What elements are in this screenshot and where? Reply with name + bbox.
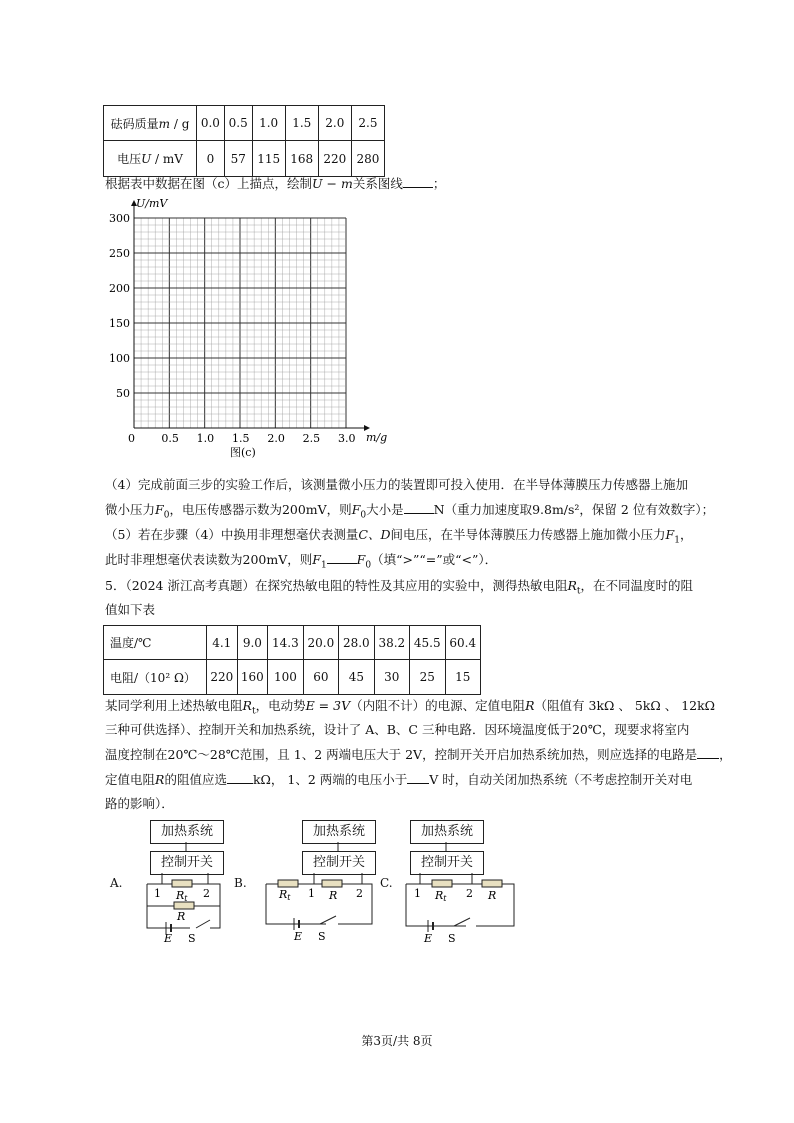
y-tick-label: 100	[109, 352, 130, 365]
heating-system-box: 加热系统	[150, 820, 224, 844]
node-1: 1	[154, 887, 161, 900]
text: 关系图线	[352, 176, 403, 191]
var: F	[356, 552, 366, 567]
r-label: R	[329, 889, 338, 902]
x-tick-label: 0.5	[161, 432, 179, 445]
sub: t	[576, 586, 581, 597]
rt-label: Rt	[435, 889, 447, 903]
sub: 0	[365, 560, 372, 571]
label: 电压	[117, 152, 142, 166]
table1-row1-header	[104, 106, 197, 141]
table1-cell: 115	[252, 141, 285, 177]
table1-cell: 0.0	[197, 106, 225, 141]
table2-cell: 4.1	[207, 626, 238, 660]
x-tick-label: 3.0	[338, 432, 356, 445]
x-tick-label: 0	[128, 432, 135, 445]
table2-row2-header: 电阻/（10² Ω）	[104, 660, 207, 695]
sub: 1	[320, 560, 327, 571]
temp-resistance-table	[103, 625, 481, 695]
heating-system-box: 加热系统	[410, 820, 484, 844]
problem-5b-line3	[105, 745, 732, 764]
control-switch-box: 控制开关	[150, 851, 224, 875]
y-tick-label: 150	[109, 317, 130, 330]
s-label: S	[448, 932, 456, 945]
table2-cell: 60	[303, 660, 338, 695]
x-axis-label: m/g	[366, 431, 388, 444]
question-4-line1: （4）完成前面三步的实验工作后，该测量微小压力的装置即可投入使用．在半导体薄膜压力传感器上施加	[105, 477, 688, 492]
text: V 时，自动关闭加热系统（不考虑控制开关对电	[429, 772, 693, 787]
mass-voltage-table	[103, 105, 385, 177]
e-label: E	[424, 932, 433, 945]
control-switch-box: 控制开关	[302, 851, 376, 875]
text: 定值电阻	[105, 772, 156, 787]
sub: t	[251, 706, 256, 717]
question-5-line1	[105, 525, 692, 551]
r-label: R	[488, 889, 497, 902]
table2-cell: 30	[374, 660, 409, 695]
table1-cell: 2.0	[318, 106, 351, 141]
var: F	[351, 502, 361, 517]
text: （内阻不计）的电源、定值电阻	[350, 698, 526, 713]
var: F	[312, 552, 321, 567]
var: F	[155, 502, 164, 517]
text: ，	[719, 747, 732, 762]
sub: 0	[360, 510, 367, 521]
text: 根据表中数据在图（c）上描点，绘制	[105, 176, 313, 191]
table1-cell: 1.0	[252, 106, 285, 141]
node-2: 2	[203, 887, 210, 900]
rt-label: Rt	[176, 889, 188, 903]
table2-row1-header: 温度/℃	[104, 626, 207, 660]
table2-cell: 20.0	[303, 626, 338, 660]
ylabel: U/mV	[136, 197, 168, 210]
sub: 0	[163, 510, 170, 521]
question-5-line2	[105, 550, 497, 576]
tick-labels	[109, 212, 356, 445]
y-axis-label	[136, 197, 168, 210]
node-1: 1	[414, 887, 421, 900]
y-tick-label: 50	[116, 387, 130, 400]
text: ，在不同温度时的阻	[580, 578, 694, 593]
answer-blank[interactable]	[403, 175, 433, 188]
table1-cell: 0.5	[224, 106, 252, 141]
problem-5b-line2: 三种可供选择）、控制开关和加热系统，设计了 A、B、C 三种电路．因环境温度低于20℃，现要求将室内	[105, 722, 690, 737]
s-label: S	[188, 932, 196, 945]
unit: / g	[170, 116, 190, 131]
text: 温度控制在20℃～28℃范围，且 1、2 两端电压大于 2V，控制开关开启加热系统加热，则应选择的电路是	[105, 747, 698, 762]
text: （5）若在步骤（4）中换用非理想毫伏表测量	[105, 527, 359, 542]
option-label: A.	[110, 876, 123, 890]
circuit-c	[380, 820, 530, 945]
var: R	[567, 578, 577, 593]
y-tick-label: 300	[109, 212, 130, 225]
question-4-line2	[105, 500, 714, 526]
circuit-b-wiring	[234, 820, 384, 945]
table2-cell: 100	[268, 660, 303, 695]
table1-cell: 168	[285, 141, 318, 177]
grid	[134, 218, 346, 428]
text: ；	[432, 176, 446, 191]
answer-blank[interactable]	[404, 501, 434, 514]
table2-cell: 28.0	[339, 626, 374, 660]
option-label: C.	[380, 876, 393, 890]
option-label: B.	[234, 876, 247, 890]
text: 间电压，在半导体薄膜压力传感器上施加微小压力	[390, 527, 666, 542]
e-label: E	[294, 930, 303, 943]
y-tick-label: 250	[109, 247, 130, 260]
table1-cell: 220	[318, 141, 351, 177]
var: C、D	[358, 527, 391, 542]
text: ，	[679, 527, 693, 542]
table1-cell: 0	[197, 141, 225, 177]
table2-cell: 14.3	[268, 626, 303, 660]
node-2: 2	[356, 887, 363, 900]
circuit-b	[234, 820, 384, 945]
control-switch-box: 控制开关	[410, 851, 484, 875]
table1-cell: 57	[224, 141, 252, 177]
table2-cell: 45	[339, 660, 374, 695]
y-tick-label: 200	[109, 282, 130, 295]
text: ，电压传感器示数为200mV，则	[169, 502, 352, 517]
chart-caption: 图(c)	[230, 446, 256, 459]
var: F	[665, 527, 675, 542]
var: E = 3V	[305, 698, 351, 713]
x-tick-label: 2.0	[267, 432, 285, 445]
text: 微小压力	[105, 502, 156, 517]
table2-cell: 38.2	[374, 626, 409, 660]
table2-cell: 45.5	[410, 626, 445, 660]
graph-c	[100, 196, 400, 466]
unit: / mV	[151, 152, 183, 166]
answer-blank[interactable]	[407, 771, 429, 784]
circuit-c-wiring	[380, 820, 530, 945]
text: N（重力加速度取9.8m/s²，保留 2 位有效数字）；	[433, 502, 715, 517]
problem-5b-line1	[105, 696, 715, 722]
table1-cell: 1.5	[285, 106, 318, 141]
table1-cell: 2.5	[351, 106, 384, 141]
table2-cell: 220	[207, 660, 238, 695]
table1-cell: 280	[351, 141, 384, 177]
text: 大小是	[366, 502, 404, 517]
table1-row2-header	[104, 141, 197, 177]
text: 此时非理想毫伏表读数为200mV，则	[105, 552, 313, 567]
plot-question	[105, 174, 445, 193]
table2-cell: 15	[445, 660, 481, 695]
var: R	[242, 698, 252, 713]
text: （阻值有 3kΩ 、 5kΩ 、 12kΩ	[534, 698, 716, 713]
var: R	[525, 698, 535, 713]
text: 5．（2024 浙江高考真题）在探究热敏电阻的特性及其应用的实验中，测得热敏电阻	[105, 578, 568, 593]
text: ，电动势	[255, 698, 306, 713]
x-tick-label: 2.5	[302, 432, 321, 445]
var: U	[141, 152, 152, 166]
text: 某同学利用上述热敏电阻	[105, 698, 243, 713]
text: 的阻值应选	[164, 772, 227, 787]
problem-5b-line4	[105, 770, 692, 789]
problem-5-line2: 值如下表	[105, 602, 156, 617]
label: 砝码质量	[110, 116, 159, 131]
answer-blank[interactable]	[697, 746, 719, 759]
circuit-a-wiring	[110, 820, 240, 945]
problem-5-line1	[105, 576, 693, 602]
sub: 1	[674, 535, 680, 546]
node-2: 2	[466, 887, 473, 900]
heating-system-box: 加热系统	[302, 820, 376, 844]
table2-cell: 160	[237, 660, 268, 695]
text: kΩ， 1、2 两端的电压小于	[252, 772, 408, 787]
text: （填“>”“=”或“<”）．	[371, 552, 498, 567]
s-label: S	[318, 930, 326, 943]
table2-cell: 25	[410, 660, 445, 695]
rt-label: Rt	[279, 888, 291, 902]
page-footer: 第3页/共 8页	[361, 1034, 433, 1048]
e-label: E	[164, 932, 173, 945]
table2-cell: 9.0	[237, 626, 268, 660]
answer-blank[interactable]	[327, 551, 357, 564]
var: U − m	[312, 176, 353, 191]
r-label: R	[177, 910, 186, 923]
node-1: 1	[308, 887, 315, 900]
answer-blank[interactable]	[227, 771, 253, 784]
circuit-a	[110, 820, 240, 945]
var: R	[155, 772, 165, 787]
table2-cell: 60.4	[445, 626, 481, 660]
axes	[131, 200, 370, 431]
var: m	[158, 116, 171, 131]
x-tick-label: 1.0	[196, 432, 215, 445]
problem-5b-line5: 路的影响）．	[105, 796, 174, 811]
x-tick-label: 1.5	[232, 432, 250, 445]
